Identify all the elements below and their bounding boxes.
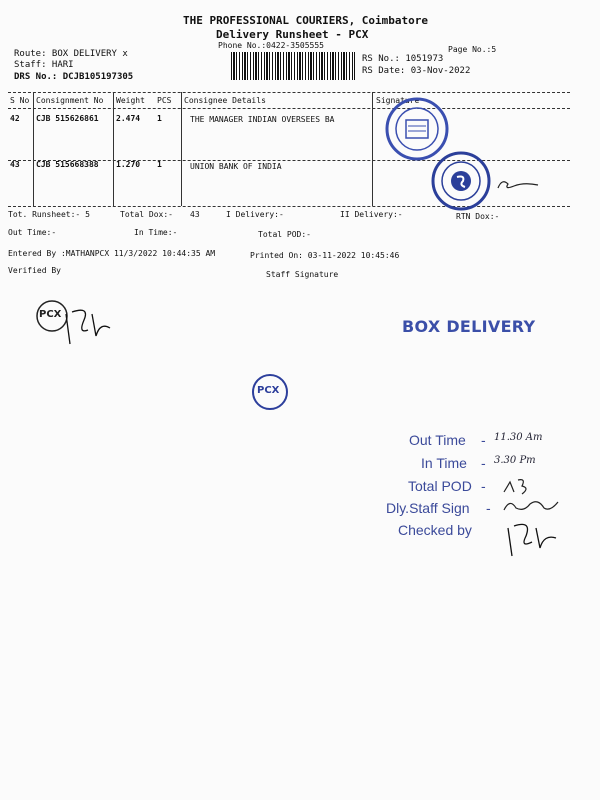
stamp-checked-by-label: Checked by xyxy=(398,522,472,538)
tot-runsheet: Tot. Runsheet:- 5 xyxy=(8,210,90,219)
ii-delivery: II Delivery:- xyxy=(340,210,403,219)
row2-pcs: 1 xyxy=(157,160,162,169)
phone-number: Phone No.:0422-3505555 xyxy=(218,41,324,50)
staff-sign-scribble-icon xyxy=(500,494,562,518)
verified-by: Verified By xyxy=(8,266,61,275)
col-divider xyxy=(372,92,373,206)
verifier-signature-icon xyxy=(60,304,120,354)
table-header-rule xyxy=(8,108,570,109)
page-number: Page No.:5 xyxy=(448,45,497,54)
row1-consignment: CJB 515626861 xyxy=(36,114,99,123)
stamp-out-time-label: Out Time xyxy=(409,432,466,448)
pcx-small-stamp-text: PCX xyxy=(39,309,62,320)
col-header-consignment: Consignment No xyxy=(36,96,104,105)
i-delivery: I Delivery:- xyxy=(226,210,284,219)
col-divider xyxy=(113,92,114,206)
out-time: Out Time:- xyxy=(8,228,57,237)
total-pod: Total POD:- xyxy=(258,230,311,239)
total-dox-label: Total Dox:- xyxy=(120,210,173,219)
barcode xyxy=(231,52,355,80)
stamp-in-time-value: 3.30 Pm xyxy=(494,455,536,466)
in-time: In Time:- xyxy=(134,228,178,237)
route: Route: BOX DELIVERY x xyxy=(14,49,128,59)
row1-pcs: 1 xyxy=(157,114,162,123)
pcx-center-stamp-text: PCX xyxy=(257,385,280,396)
table-top-rule xyxy=(8,92,570,93)
stamp-dash: - xyxy=(481,455,486,471)
col-divider xyxy=(33,92,34,206)
row2-consignment: CJB 515668388 xyxy=(36,160,99,169)
box-delivery-stamp: BOX DELIVERY xyxy=(402,317,536,336)
stamp-dash: - xyxy=(481,432,486,448)
staff: Staff: HARI xyxy=(14,60,74,70)
row1-consignee: THE MANAGER INDIAN OVERSEES BA xyxy=(190,115,335,124)
stamp-total-pod-label: Total POD xyxy=(408,478,472,494)
printed-on: Printed On: 03-11-2022 10:45:46 xyxy=(250,251,400,260)
entered-by: Entered By :MATHANPCX 11/3/2022 10:44:35 AM xyxy=(8,249,216,258)
total-dox-value: 43 xyxy=(190,210,200,219)
drs-number: DRS No.: DCJB105197305 xyxy=(14,72,134,82)
col-header-weight: Weight xyxy=(116,96,145,105)
staff-signature: Staff Signature xyxy=(266,270,339,279)
stamp-dash: - xyxy=(486,500,491,516)
col-header-pcs: PCS xyxy=(157,96,172,105)
row1-sno: 42 xyxy=(10,114,20,123)
col-header-consignee: Consignee Details xyxy=(184,96,266,105)
stamp-dash: - xyxy=(481,478,486,494)
bank-seal-2-icon xyxy=(430,150,492,212)
signature-scribble-icon xyxy=(494,176,544,192)
row1-weight: 2.474 xyxy=(116,114,141,123)
rs-number: RS No.: 1051973 xyxy=(362,54,444,64)
row2-sno: 43 xyxy=(10,160,20,169)
company-title: THE PROFESSIONAL COURIERS, Coimbatore xyxy=(183,14,429,27)
stamp-out-time-value: 11.30 Am xyxy=(494,432,543,443)
col-header-sno: S No xyxy=(10,96,30,105)
rtn-dox: RTN Dox:- xyxy=(456,212,500,221)
runsheet-subtitle: Delivery Runsheet - PCX xyxy=(216,28,369,41)
col-divider xyxy=(181,92,182,206)
rs-date: RS Date: 03-Nov-2022 xyxy=(362,66,471,76)
stamp-dly-staff-sign-label: Dly.Staff Sign xyxy=(386,500,470,516)
row2-consignee: UNION BANK OF INDIA xyxy=(190,162,282,171)
col-header-signature: Signature xyxy=(376,96,420,105)
row2-weight: 1.270 xyxy=(116,160,141,169)
stamp-in-time-label: In Time xyxy=(421,455,467,471)
checked-by-signature-icon xyxy=(500,518,564,560)
